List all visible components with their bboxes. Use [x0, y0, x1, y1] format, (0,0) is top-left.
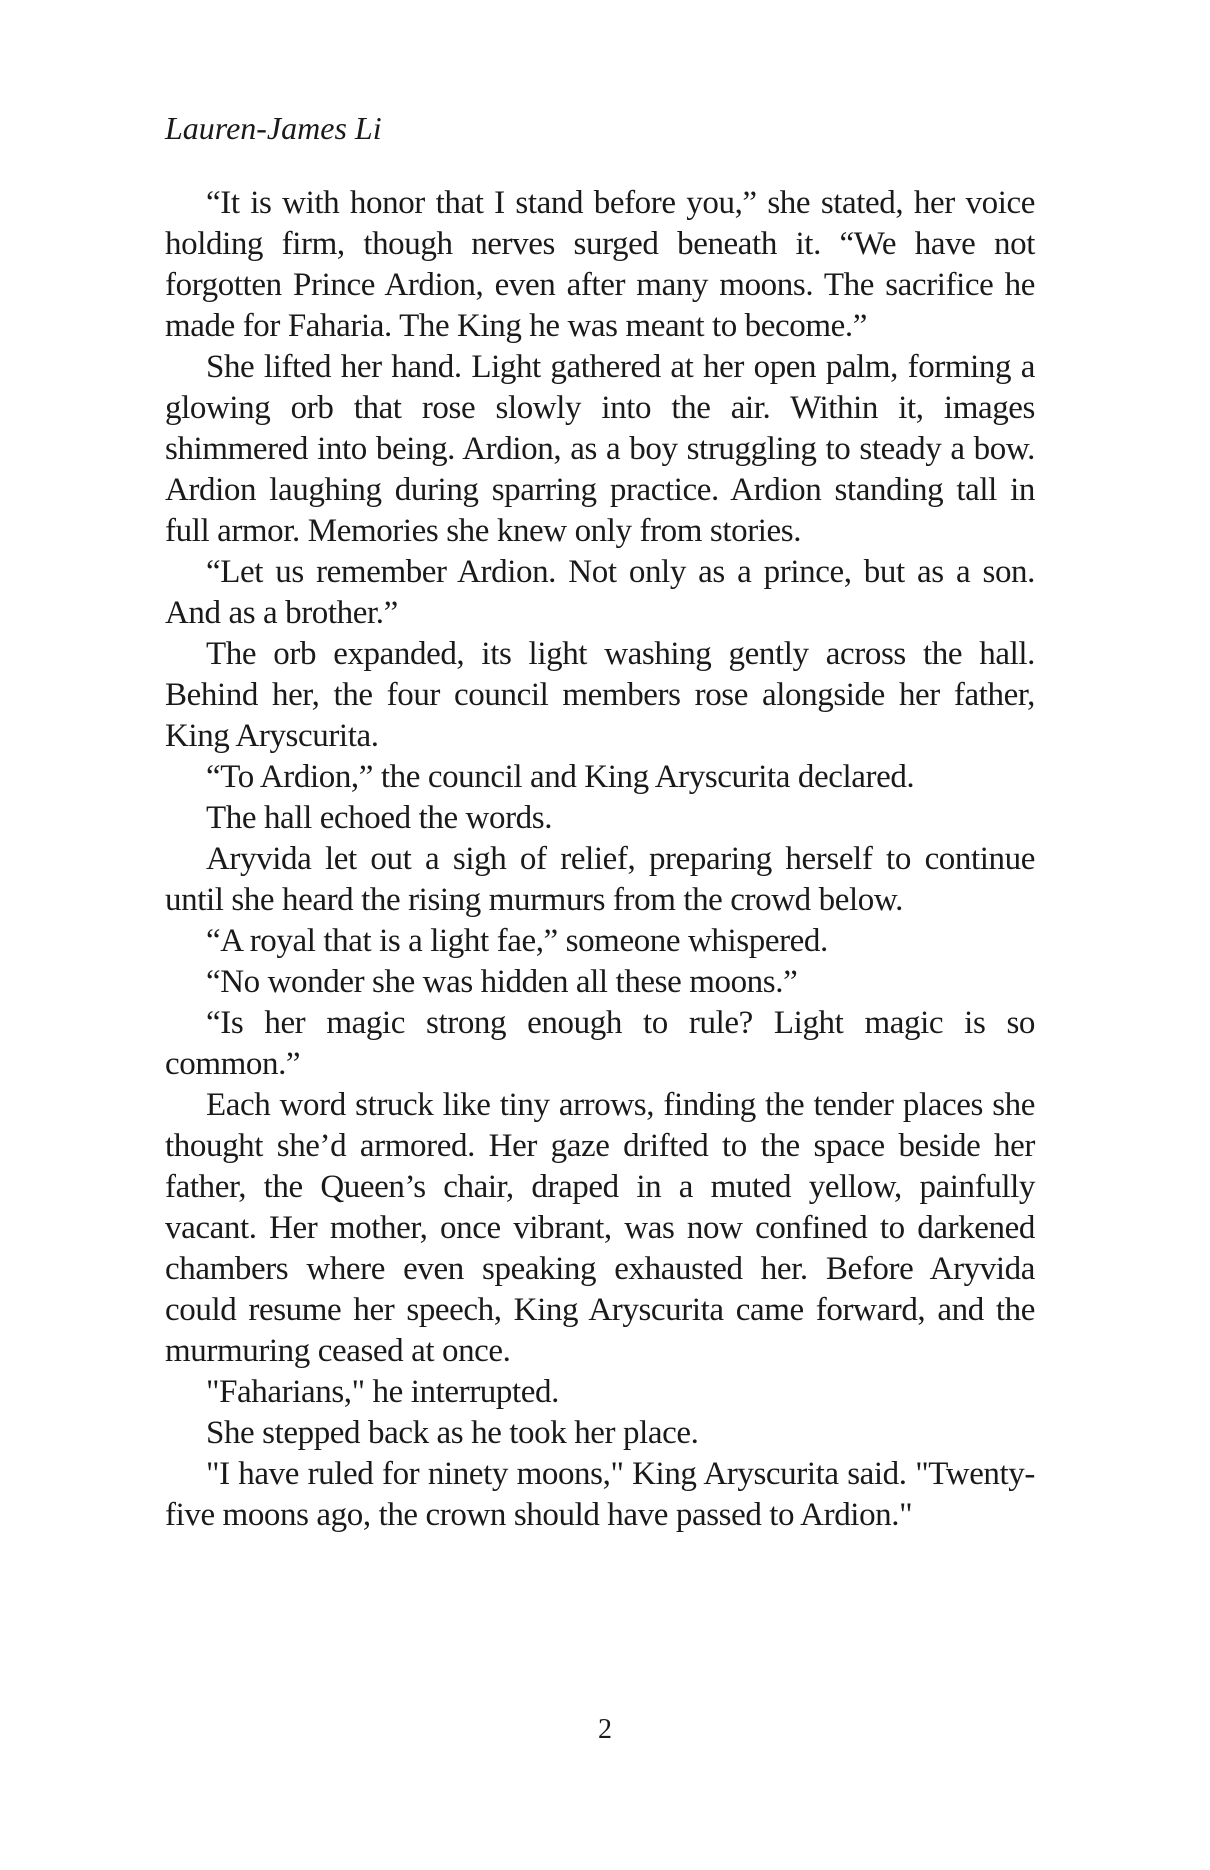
- paragraph: “Is her magic strong enough to rule? Light magic is so common.”: [165, 1005, 1035, 1082]
- paragraph: “It is with honor that I stand before you,” she stated, her voice holding firm, though nerves surged beneath it. “We have not forgotten Prince Ardion, even after many moons. The sacrifice he made for Faharia. The King he was meant to become.”: [165, 185, 1035, 344]
- paragraph: "Faharians," he interrupted.: [206, 1374, 559, 1410]
- page-number: 2: [598, 1714, 612, 1745]
- paragraph: “No wonder she was hidden all these moons.”: [206, 964, 798, 1000]
- paragraph: “A royal that is a light fae,” someone whispered.: [206, 923, 828, 959]
- paragraph: “Let us remember Ardion. Not only as a prince, but as a son. And as a brother.”: [165, 554, 1035, 631]
- paragraph: She stepped back as he took her place.: [206, 1415, 699, 1451]
- body-text: [165, 183, 1035, 1536]
- running-header-author: Lauren-James Li: [165, 110, 382, 146]
- paragraph: "I have ruled for ninety moons," King Aryscurita said. "Twenty-five moons ago, the crown should have passed to Ardion.": [165, 1456, 1035, 1533]
- paragraph: The hall echoed the words.: [206, 800, 553, 836]
- paragraph: Each word struck like tiny arrows, finding the tender places she thought she’d armored. Her gaze drifted to the space beside her father, the Queen’s chair, draped in a muted yellow, painfully vacant. Her mother, once vibrant, was now confined to darkened chambers where even speaking exhausted her. Before Aryvida could resume her speech, King Aryscurita came forward, and the murmuring ceased at once.: [165, 1087, 1035, 1369]
- paragraph: The orb expanded, its light washing gently across the hall. Behind her, the four council members rose alongside her father, King Aryscurita.: [165, 636, 1035, 754]
- paragraph: She lifted her hand. Light gathered at her open palm, forming a glowing orb that rose slowly into the air. Within it, images shimmered into being. Ardion, as a boy struggling to steady a bow. Ardion laughing during sparring practice. Ardion standing tall in full armor. Memories she knew only from stories.: [165, 349, 1035, 549]
- paragraph: “To Ardion,” the council and King Aryscurita declared.: [206, 759, 915, 795]
- paragraph: Aryvida let out a sigh of relief, preparing herself to continue until she heard the rising murmurs from the crowd below.: [165, 841, 1035, 918]
